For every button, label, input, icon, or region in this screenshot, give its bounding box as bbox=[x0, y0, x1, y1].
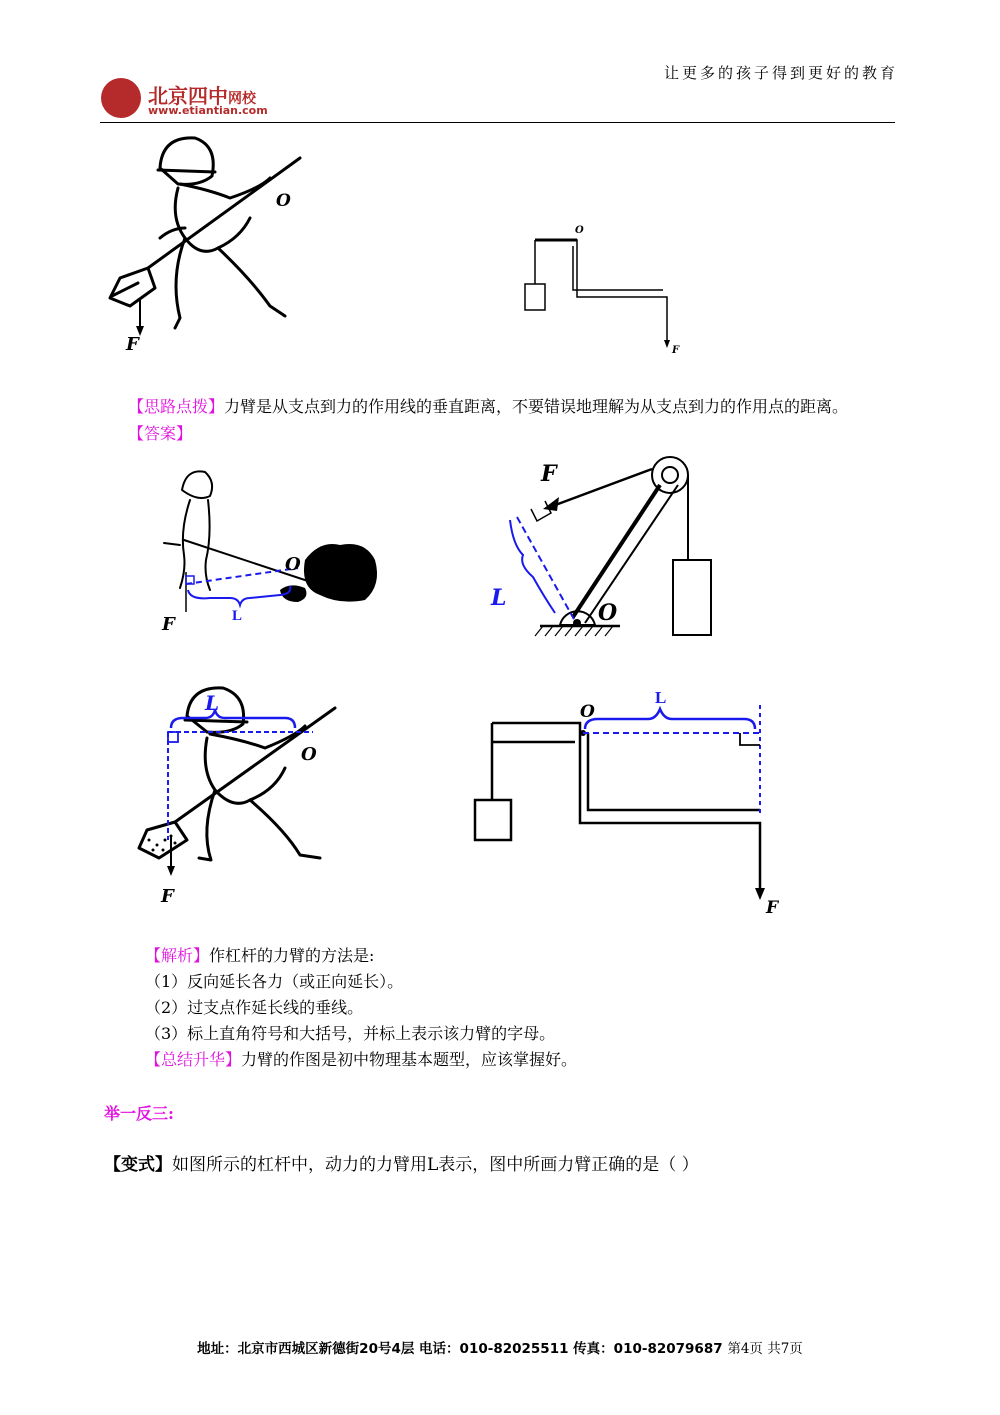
crowbar-pivot-label: O bbox=[285, 554, 301, 575]
analysis-tag: 【解析】 bbox=[145, 946, 210, 965]
page-footer bbox=[0, 1337, 1000, 1357]
shovel-answer-force-label: F bbox=[161, 886, 174, 907]
shovel-answer-pivot-label: O bbox=[301, 744, 317, 765]
crowbar-force-label: F bbox=[162, 614, 175, 635]
analysis-step-2: （2）过支点作延长线的垂线。 bbox=[145, 998, 364, 1017]
hint-text: 力臂是从支点到力的作用线的垂直距离，不要错误地理解为从支点到力的作用点的距离。 bbox=[224, 397, 849, 416]
answer-pulley-figure bbox=[485, 445, 735, 645]
footer-address: 地址：北京市西城区新德街20号4层 电话：010-82025511 传真：010-82079687 bbox=[197, 1341, 723, 1357]
bent-answer-pivot-label: O bbox=[580, 702, 595, 722]
header-slogan: 让更多的孩子得到更好的教育 bbox=[663, 64, 898, 82]
variant-text: 如图所示的杠杆中，动力的力臂用L表示，图中所画力臂正确的是（ ） bbox=[172, 1155, 699, 1175]
variant-tag: 【变式】 bbox=[104, 1155, 172, 1175]
variant-question bbox=[104, 1153, 699, 1177]
hint-paragraph bbox=[128, 395, 848, 419]
pulley-force-label: F bbox=[541, 461, 557, 487]
logo-name: 北京四中网校 bbox=[148, 84, 256, 108]
shovel-worker-figure bbox=[100, 128, 300, 358]
pulley-arm-label: L bbox=[491, 585, 507, 611]
logo-url: www.etiantian.com bbox=[148, 104, 268, 117]
shovel-pivot-label: O bbox=[276, 191, 291, 211]
logo-emblem-icon bbox=[101, 78, 141, 118]
answer-bent-lever-figure bbox=[470, 685, 790, 925]
summary-text: 力臂的作图是初中物理基本题型，应该掌握好。 bbox=[241, 1050, 578, 1069]
crowbar-arm-label: L bbox=[232, 608, 243, 624]
shovel-answer-arm-label: L bbox=[205, 691, 220, 715]
summary-tag: 【总结升华】 bbox=[145, 1050, 242, 1069]
answer-tag: 【答案】 bbox=[128, 424, 193, 443]
header-divider bbox=[100, 122, 895, 123]
section-title: 举一反三: bbox=[104, 1104, 174, 1123]
analysis-text: 作杠杆的力臂的方法是: bbox=[209, 946, 375, 965]
bent-answer-arm-label: L bbox=[655, 688, 667, 707]
shovel-force-label: F bbox=[126, 334, 139, 355]
lever-pivot-label: O bbox=[575, 225, 584, 236]
lever-force-label: F bbox=[672, 345, 680, 356]
analysis-paragraph bbox=[145, 944, 374, 968]
analysis-step-1: （1）反向延长各力（或正向延长）。 bbox=[145, 972, 404, 991]
bent-answer-force-label: F bbox=[766, 898, 779, 918]
bent-lever-figure bbox=[515, 222, 695, 362]
hint-tag: 【思路点拨】 bbox=[128, 397, 225, 416]
footer-page-number: 第4页 共7页 bbox=[727, 1341, 803, 1357]
answer-heading bbox=[128, 422, 192, 446]
summary-paragraph bbox=[145, 1048, 577, 1072]
answer-shovel-figure bbox=[135, 680, 365, 910]
analysis-step-3: （3）标上直角符号和大括号，并标上表示该力臂的字母。 bbox=[145, 1024, 556, 1043]
answer-crowbar-figure bbox=[150, 460, 400, 640]
pulley-pivot-label: O bbox=[598, 600, 618, 626]
